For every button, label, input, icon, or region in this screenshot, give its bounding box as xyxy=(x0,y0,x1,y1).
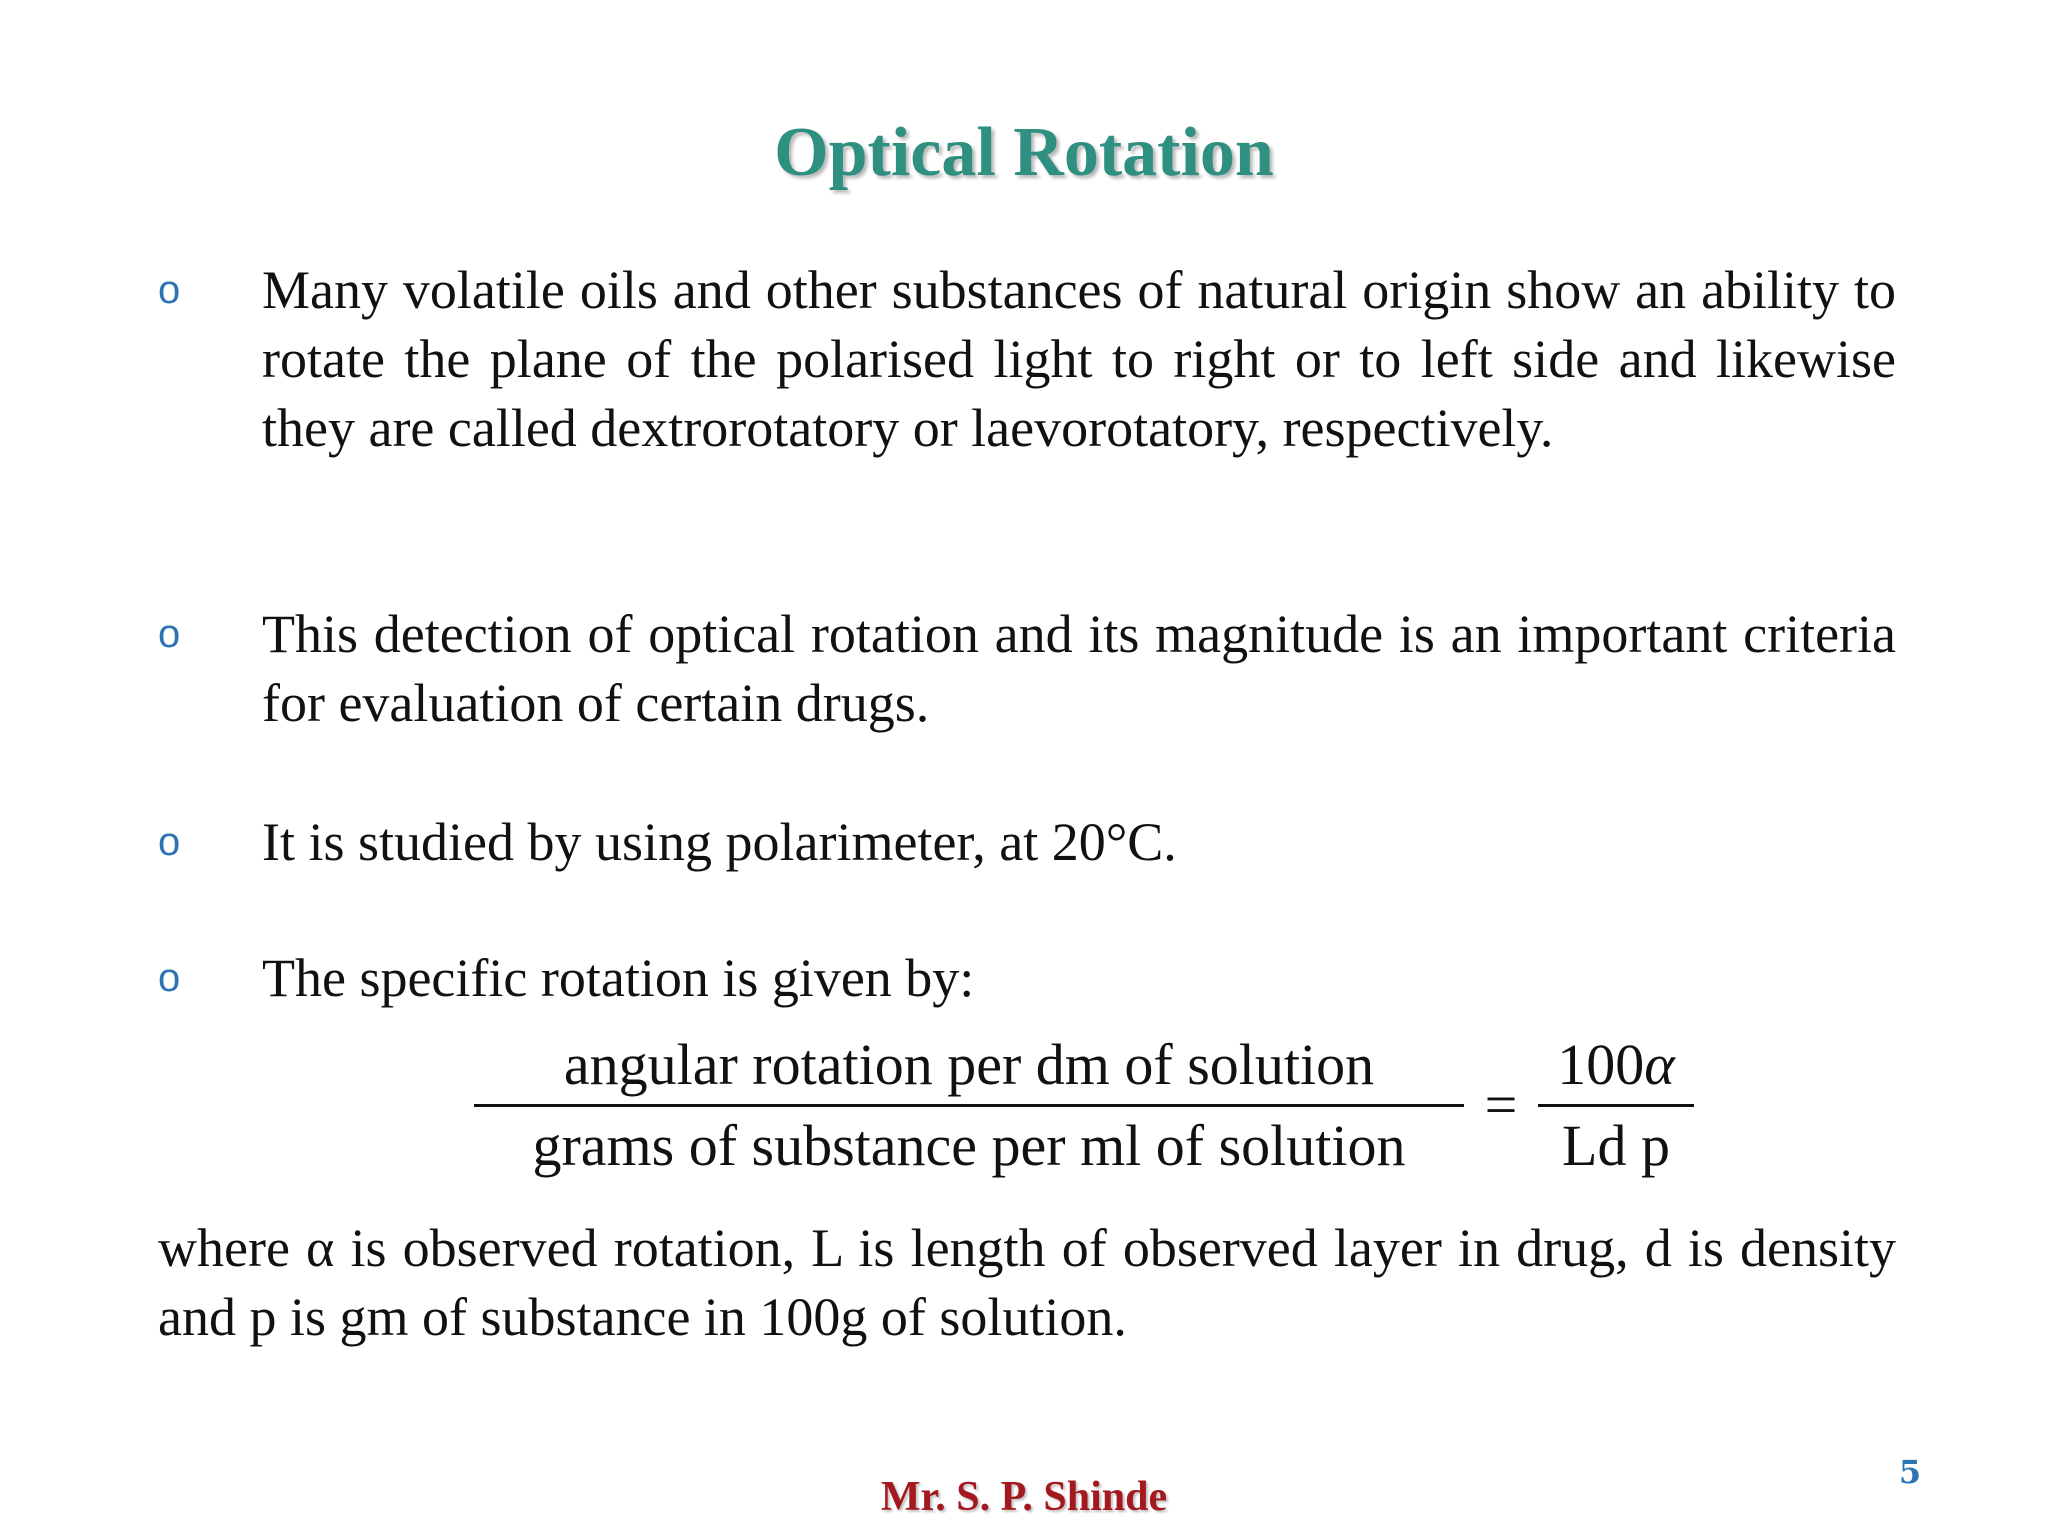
fraction-bar xyxy=(1538,1104,1694,1107)
formula-right-numerator xyxy=(1538,1030,1694,1100)
formula-right-denominator: Ld p xyxy=(1562,1113,1670,1178)
specific-rotation-formula xyxy=(474,1030,1694,1190)
author-name: Mr. S. P. Shinde xyxy=(880,1474,1168,1520)
bullet-text: It is studied by using polarimeter, at 20°C. xyxy=(262,812,1177,872)
formula-explanation: where α is observed rotation, L is length of observed layer in drug, d is density and p is gm of substance in 100g of solution. xyxy=(158,1218,1896,1347)
bullet-marker-icon: o xyxy=(158,820,181,864)
bullet-marker-icon: o xyxy=(158,612,181,656)
formula-right-numerator-number: 100 xyxy=(1557,1032,1645,1097)
bullet-marker-icon: o xyxy=(158,268,181,312)
formula-equals-sign: = xyxy=(1484,1072,1518,1137)
bullet-marker-icon: o xyxy=(158,956,181,1000)
bullet-text: The specific rotation is given by: xyxy=(262,948,975,1008)
formula-right-fraction xyxy=(1538,1030,1694,1181)
formula-left-numerator: angular rotation per dm of solution xyxy=(563,1032,1375,1097)
slide-title: Optical Rotation xyxy=(774,114,1274,191)
fraction-bar xyxy=(474,1104,1464,1107)
page-number: 5 xyxy=(1898,1453,1922,1491)
formula-left-fraction xyxy=(474,1030,1464,1181)
formula-alpha-symbol: α xyxy=(1644,1032,1675,1097)
bullet-text: Many volatile oils and other substances of natural origin show an ability to rotate the plane of the polarised light to right or to left side and likewise they are called dextrorotatory or laevorotatory, respectively. xyxy=(262,260,1896,458)
bullet-text: This detection of optical rotation and its magnitude is an important criteria for evaluation of certain drugs. xyxy=(262,604,1896,733)
formula-left-denominator: grams of substance per ml of solution xyxy=(532,1113,1406,1178)
